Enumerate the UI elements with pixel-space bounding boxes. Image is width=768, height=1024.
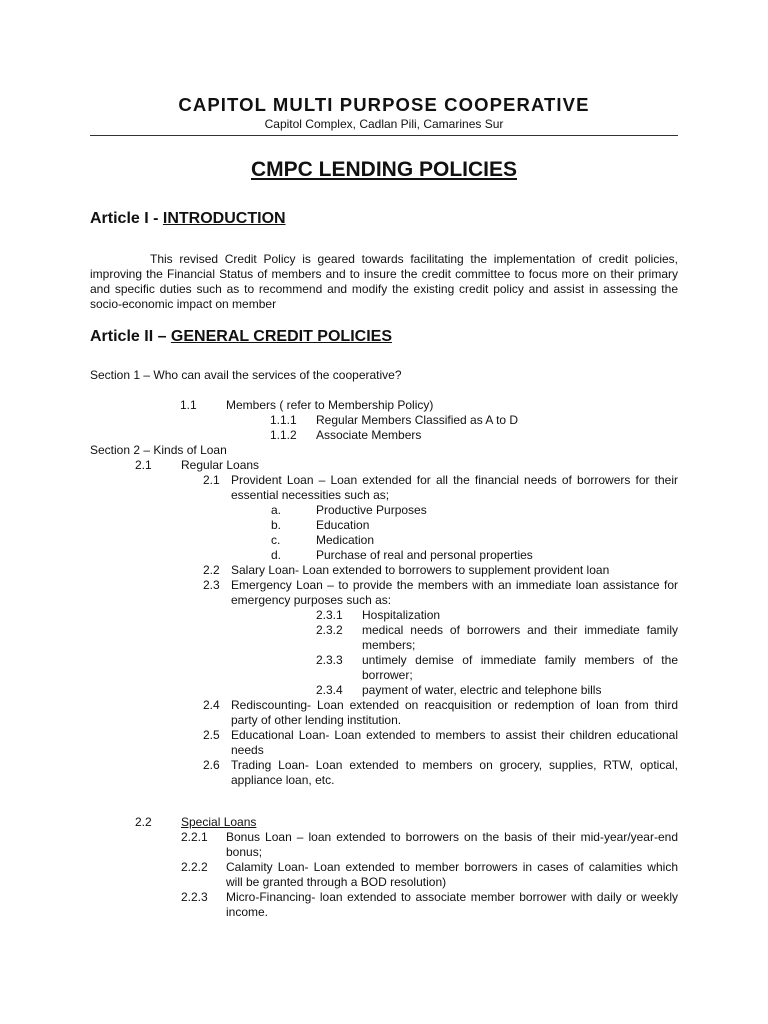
article-1-heading xyxy=(90,210,286,228)
item-text: Special Loans xyxy=(181,815,257,829)
item-number: 2.2 xyxy=(203,563,220,577)
organization-name: CAPITOL MULTI PURPOSE COOPERATIVE xyxy=(178,94,590,115)
item-text: payment of water, electric and telephone bills xyxy=(362,683,602,697)
list-item: Education xyxy=(316,518,370,532)
list-item: Medication xyxy=(316,533,375,547)
item-number: 2.5 xyxy=(203,728,220,742)
item-text: Regular Members Classified as A to D xyxy=(316,413,519,427)
item-text: Associate Members xyxy=(316,428,422,442)
item-number: 2.3.4 xyxy=(316,683,343,697)
item-text: Micro-Financing- loan extended to associate member borrower with daily or weekly income. xyxy=(226,890,678,919)
item-text: Rediscounting- Loan extended on reacquisition or redemption of loan from third party of other lending institution. xyxy=(231,698,678,727)
item-number: 2.3 xyxy=(203,578,220,592)
item-number: 2.4 xyxy=(203,698,220,712)
item-number: 2.2.3 xyxy=(181,890,208,904)
list-item: Purchase of real and personal properties xyxy=(316,548,533,562)
list-letter: c. xyxy=(271,533,281,547)
organization-address: Capitol Complex, Cadlan Pili, Camarines Sur xyxy=(264,117,504,131)
item-number: 2.2 xyxy=(135,815,152,829)
item-text: Members ( refer to Membership Policy) xyxy=(226,398,434,412)
item-number: 2.1 xyxy=(135,458,152,472)
article-2-heading xyxy=(90,328,392,346)
item-text: Educational Loan- Loan extended to members to assist their children educational needs xyxy=(231,728,678,757)
article-2-prefix: Article II – xyxy=(90,328,171,345)
section-2-heading: Section 2 – Kinds of Loan xyxy=(90,443,227,457)
article-1-paragraph: This revised Credit Policy is geared towards facilitating the implementation of credit policies, improving the Financial Status of members and to insure the credit committee to focus more on their primary and specific duties such as to recommend and modify the existing credit policy and assist in assessing the socio-economic impact on member xyxy=(90,252,678,311)
document-title xyxy=(0,158,768,182)
section-1-heading: Section 1 – Who can avail the services of the cooperative? xyxy=(90,368,402,382)
article-1-prefix: Article I - xyxy=(90,210,163,227)
article-1-title: INTRODUCTION xyxy=(162,210,286,227)
item-text: Regular Loans xyxy=(181,458,260,472)
document-title-text: CMPC LENDING POLICIES xyxy=(250,158,518,181)
item-text: medical needs of borrowers and their immediate family members; xyxy=(362,623,678,652)
header-divider xyxy=(90,135,678,136)
list-item: Productive Purposes xyxy=(316,503,427,517)
item-number: 1.1.2 xyxy=(270,428,297,442)
item-text: Provident Loan – Loan extended for all the financial needs of borrowers for their essential necessities such as; xyxy=(231,473,678,502)
item-number: 1.1 xyxy=(180,398,197,412)
item-number: 2.3.2 xyxy=(316,623,343,637)
item-number: 2.6 xyxy=(203,758,220,772)
list-letter: a. xyxy=(271,503,282,517)
item-text: Bonus Loan – loan extended to borrowers on the basis of their mid-year/year-end bonus; xyxy=(226,830,678,859)
item-number: 1.1.1 xyxy=(270,413,297,427)
item-number: 2.3.1 xyxy=(316,608,343,622)
item-number: 2.1 xyxy=(203,473,220,487)
article-2-title: GENERAL CREDIT POLICIES xyxy=(170,328,392,345)
list-letter: d. xyxy=(271,548,282,562)
list-letter: b. xyxy=(271,518,282,532)
item-text: Hospitalization xyxy=(362,608,441,622)
item-text: Trading Loan- Loan extended to members on grocery, supplies, RTW, optical, appliance loan, etc. xyxy=(231,758,678,787)
item-number: 2.2.1 xyxy=(181,830,208,844)
item-number: 2.3.3 xyxy=(316,653,343,667)
item-text: Salary Loan- Loan extended to borrowers to supplement provident loan xyxy=(231,563,610,577)
item-text: untimely demise of immediate family members of the borrower; xyxy=(362,653,678,682)
item-number: 2.2.2 xyxy=(181,860,208,874)
item-text: Emergency Loan – to provide the members with an immediate loan assistance for emergency purposes such as: xyxy=(231,578,678,607)
item-text: Calamity Loan- Loan extended to member borrowers in cases of calamities which will be granted through a BOD resolution) xyxy=(226,860,678,889)
